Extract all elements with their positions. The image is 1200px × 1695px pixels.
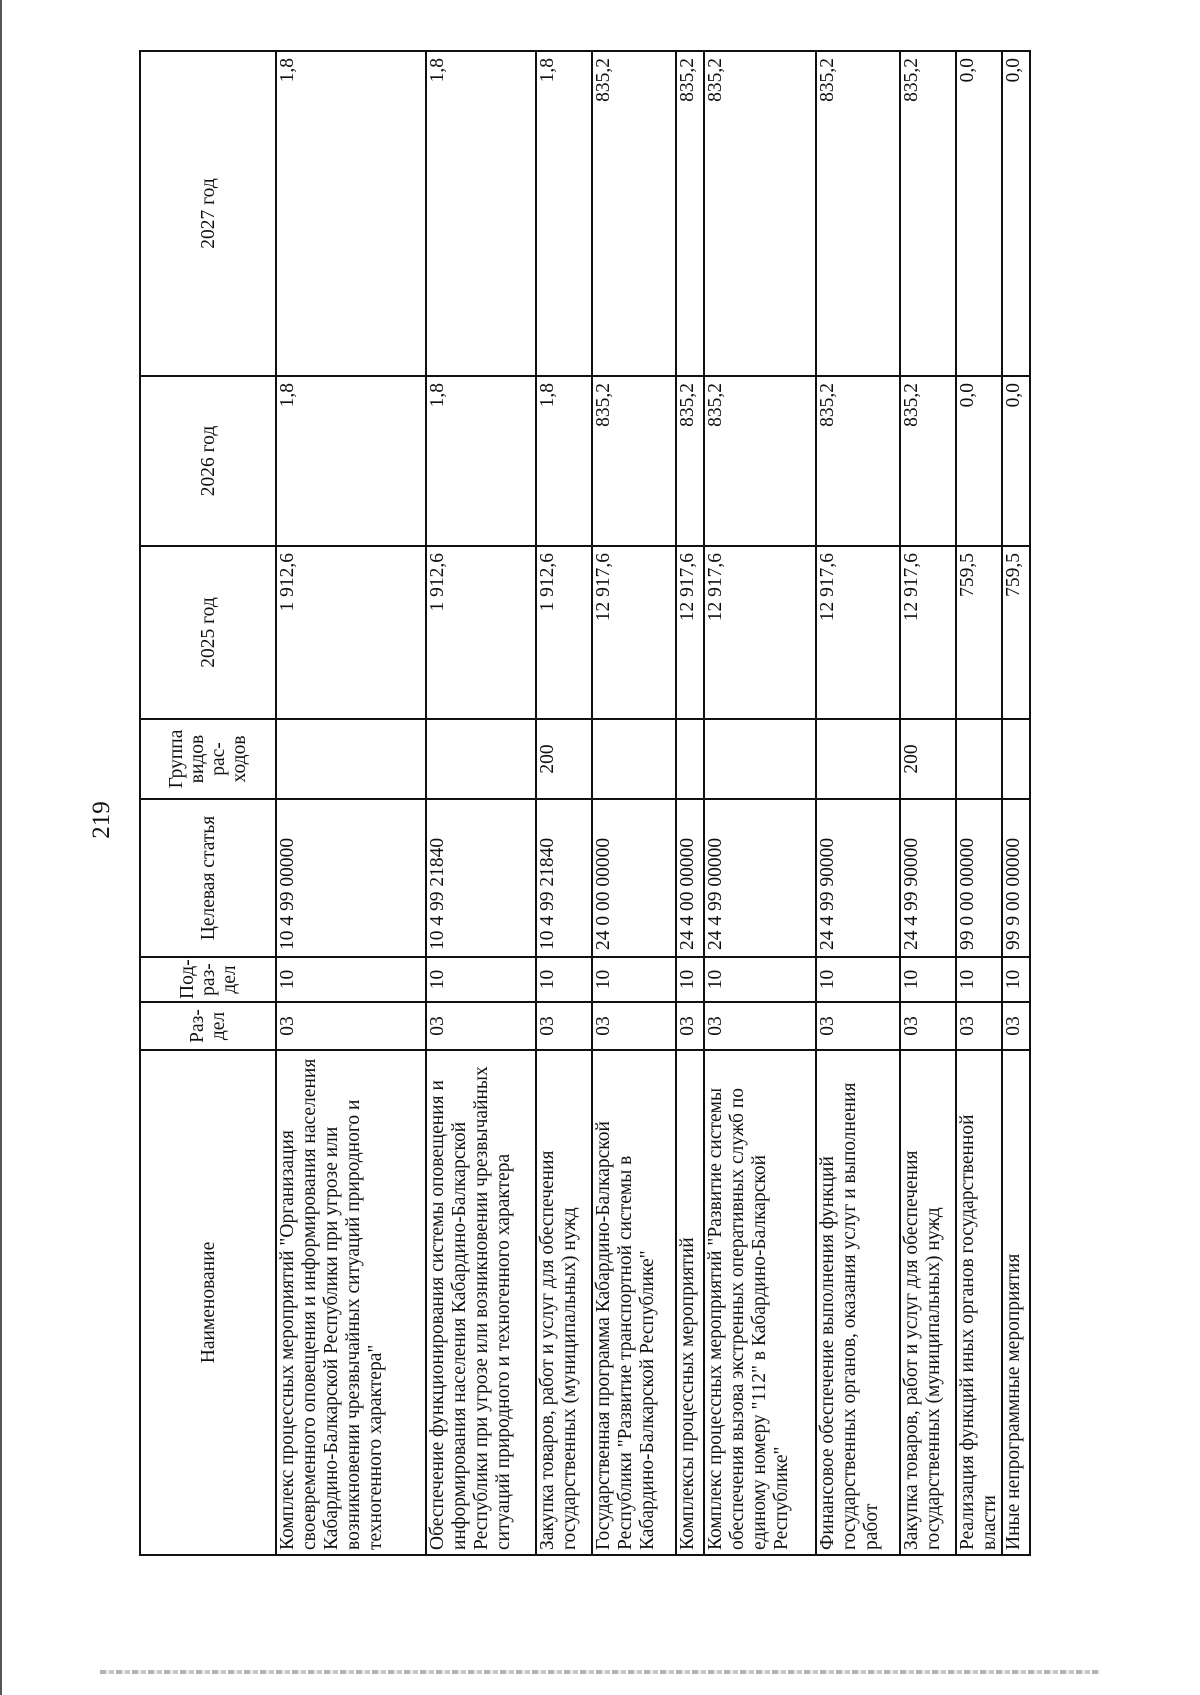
cell-2026: 835,2 [704, 376, 816, 546]
cell-2025: 759,5 [956, 546, 1002, 719]
cell-2026: 0,0 [1002, 376, 1030, 546]
cell-target: 24 4 00 00000 [676, 799, 704, 957]
cell-group [592, 719, 676, 799]
table-row [426, 51, 536, 1555]
cell-2026: 835,2 [900, 376, 956, 546]
budget-table [139, 50, 1031, 1556]
header-subsection: Под-раз-дел [140, 957, 276, 1002]
header-2026: 2026 год [140, 376, 276, 546]
cell-group: 200 [536, 719, 592, 799]
cell-name: Финансовое обеспечение выполнения функций государственных органов, оказания услуг и выполнения работ [816, 1050, 900, 1555]
cell-section: 03 [956, 1002, 1002, 1050]
header-target: Целевая статья [140, 799, 276, 957]
cell-2027: 835,2 [900, 51, 956, 376]
cell-2025: 1 912,6 [426, 546, 536, 719]
cell-2027: 835,2 [816, 51, 900, 376]
cell-name: Иные непрограммные мероприятия [1002, 1050, 1030, 1555]
cell-group [426, 719, 536, 799]
table-row [592, 51, 676, 1555]
cell-target: 99 9 00 00000 [1002, 799, 1030, 957]
cell-2025: 759,5 [1002, 546, 1030, 719]
cell-section: 03 [276, 1002, 426, 1050]
cell-2025: 12 917,6 [676, 546, 704, 719]
cell-2027: 1,8 [426, 51, 536, 376]
cell-subsection: 10 [426, 957, 536, 1002]
cell-group [816, 719, 900, 799]
header-name: Наименование [140, 1050, 276, 1555]
cell-target: 24 4 99 90000 [900, 799, 956, 957]
cell-target: 10 4 99 00000 [276, 799, 426, 957]
cell-target: 99 0 00 00000 [956, 799, 1002, 957]
cell-name: Обеспечение функционирования системы оповещения и информирования населения Кабардино-Балкарской Республики при угрозе или возникновении чрезвычайных ситуаций природного и техногенного характера [426, 1050, 536, 1555]
cell-2025: 12 917,6 [704, 546, 816, 719]
cell-2026: 1,8 [426, 376, 536, 546]
cell-subsection: 10 [536, 957, 592, 1002]
cell-section: 03 [900, 1002, 956, 1050]
cell-2026: 0,0 [956, 376, 1002, 546]
cell-subsection: 10 [704, 957, 816, 1002]
cell-group: 200 [900, 719, 956, 799]
cell-section: 03 [1002, 1002, 1030, 1050]
cell-section: 03 [704, 1002, 816, 1050]
cell-name: Реализация функций иных органов государственной власти [956, 1050, 1002, 1555]
cell-2026: 1,8 [276, 376, 426, 546]
header-section: Раз-дел [140, 1002, 276, 1050]
cell-subsection: 10 [276, 957, 426, 1002]
cell-target: 10 4 99 21840 [426, 799, 536, 957]
cell-2026: 835,2 [676, 376, 704, 546]
cell-subsection: 10 [956, 957, 1002, 1002]
cell-group [276, 719, 426, 799]
cell-2025: 1 912,6 [536, 546, 592, 719]
cell-target: 24 4 99 90000 [816, 799, 900, 957]
cell-name: Комплекс процессных мероприятий "Организация своевременного оповещения и информирования населения Кабардино-Балкарской Республики при угрозе или возникновении чрезвычайных ситуаций природного и техногенного характера" [276, 1050, 426, 1555]
table-row [816, 51, 900, 1555]
table-row [536, 51, 592, 1555]
cell-subsection: 10 [1002, 957, 1030, 1002]
cell-target: 24 4 99 00000 [704, 799, 816, 957]
page-number: 219 [88, 801, 115, 839]
header-group: Группа видов рас-ходов [140, 719, 276, 799]
cell-subsection: 10 [900, 957, 956, 1002]
table-row [900, 51, 956, 1555]
cell-2027: 835,2 [676, 51, 704, 376]
cell-2026: 835,2 [592, 376, 676, 546]
rotated-page-content [139, 52, 1044, 1556]
cell-2025: 1 912,6 [276, 546, 426, 719]
cell-2025: 12 917,6 [900, 546, 956, 719]
cell-2027: 835,2 [592, 51, 676, 376]
cell-section: 03 [426, 1002, 536, 1050]
cell-section: 03 [536, 1002, 592, 1050]
cell-target: 24 0 00 00000 [592, 799, 676, 957]
cell-subsection: 10 [592, 957, 676, 1002]
header-2027: 2027 год [140, 51, 276, 376]
cell-section: 03 [816, 1002, 900, 1050]
cell-2025: 12 917,6 [816, 546, 900, 719]
cell-subsection: 10 [676, 957, 704, 1002]
cell-2026: 835,2 [816, 376, 900, 546]
cell-target: 10 4 99 21840 [536, 799, 592, 957]
table-header-row [140, 51, 276, 1555]
header-2025: 2025 год [140, 546, 276, 719]
cell-2026: 1,8 [536, 376, 592, 546]
table-row [956, 51, 1002, 1555]
cell-2027: 835,2 [704, 51, 816, 376]
scan-artifact-strip [100, 1670, 1100, 1674]
cell-name: Закупка товаров, работ и услуг для обеспечения государственных (муниципальных) нужд [536, 1050, 592, 1555]
cell-group [956, 719, 1002, 799]
cell-section: 03 [592, 1002, 676, 1050]
cell-name: Государственная программа Кабардино-Балкарской Республики "Развитие транспортной системы в Кабардино-Балкарской Республике" [592, 1050, 676, 1555]
cell-2027: 0,0 [956, 51, 1002, 376]
table-row [704, 51, 816, 1555]
table-row [1002, 51, 1030, 1555]
cell-section: 03 [676, 1002, 704, 1050]
cell-group [676, 719, 704, 799]
cell-group [704, 719, 816, 799]
cell-name: Закупка товаров, работ и услуг для обеспечения государственных (муниципальных) нужд [900, 1050, 956, 1555]
scan-edge-line [0, 0, 2, 1695]
cell-2027: 1,8 [276, 51, 426, 376]
cell-2027: 1,8 [536, 51, 592, 376]
cell-2025: 12 917,6 [592, 546, 676, 719]
cell-name: Комплекс процессных мероприятий "Развитие системы обеспечения вызова экстренных оперативных служб по единому номеру "112" в Кабардино-Балкарской Республике" [704, 1050, 816, 1555]
cell-name: Комплексы процессных мероприятий [676, 1050, 704, 1555]
table-row [276, 51, 426, 1555]
table-row [676, 51, 704, 1555]
cell-subsection: 10 [816, 957, 900, 1002]
cell-group [1002, 719, 1030, 799]
cell-2027: 0,0 [1002, 51, 1030, 376]
